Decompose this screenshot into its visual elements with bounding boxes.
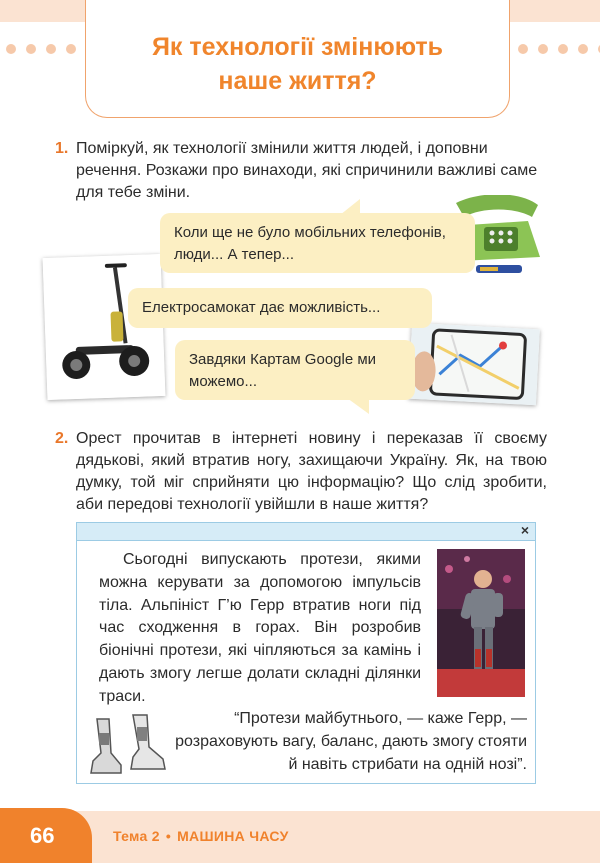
decorative-dot [558,44,568,54]
topic-label: Тема 2 [113,828,160,844]
decorative-dot [538,44,548,54]
news-window-titlebar [77,523,535,541]
decorative-dot [518,44,528,54]
page-number: 66 [30,823,55,848]
bubble-tail [340,199,360,215]
speech-bubble-maps [175,340,415,400]
task-1-text: Поміркуй, як технології змінили життя людей, і доповни речення. Розкажи про винаходи, які спричинили важливі саме для тебе зміни. [76,140,538,201]
prosthetic-legs-image [87,713,169,779]
topic-separator: • [165,828,172,844]
title-box [85,0,510,118]
speech-bubble-scooter [128,288,432,328]
hugh-herr-photo [437,549,525,697]
topic-name: МАШИНА ЧАСУ [177,828,289,844]
decorative-dot [6,44,16,54]
bubble-tail [347,398,369,414]
news-window [76,522,536,784]
task-2-text: Орест прочитав в інтернеті новину і переказав її своєму дядькові, який втратив ногу, захищаючи Україну. Як, на твою думку, той міг сприйняти цю інформацію? Що слід зробити, аби передові технології увійшли в наше життя? [76,430,547,513]
close-icon[interactable]: × [520,522,529,538]
page-title: Як технології змінюють наше життя? [151,32,444,95]
task-2 [55,428,547,516]
speech-bubble-phones [160,213,475,273]
task-2-number: 2. [55,430,69,447]
bubble-maps-text: Завдяки Картам Google ми можемо... [189,351,377,390]
google-maps-photo [408,323,540,406]
decorative-dot [66,44,76,54]
footer-topic [113,828,289,844]
news-body-text: Сьогодні випускають протези, якими можна керувати за допомогою імпульсів тіла. Альпініст Г’ю Герр втратив ноги під час сходження в горах. Він розробив біонічні протези, які чіпляються за камінь і дають змогу легше долати складні ділянки траси. [99,551,421,705]
news-body [99,549,421,709]
decorative-dot [578,44,588,54]
bubble-phones-text: Коли ще не було мобільних телефонів, люди... А тепер... [174,224,446,263]
news-quote: “Протези майбутнього, — каже Герр, — розраховують вагу, баланс, дають змогу стояти й навіть стрибати на одній нозі”. [175,710,527,773]
decorative-dot [46,44,56,54]
decorative-dot [26,44,36,54]
bubble-scooter-text: Електросамокат дає можливість... [142,299,381,316]
task-1-number: 1. [55,140,69,157]
